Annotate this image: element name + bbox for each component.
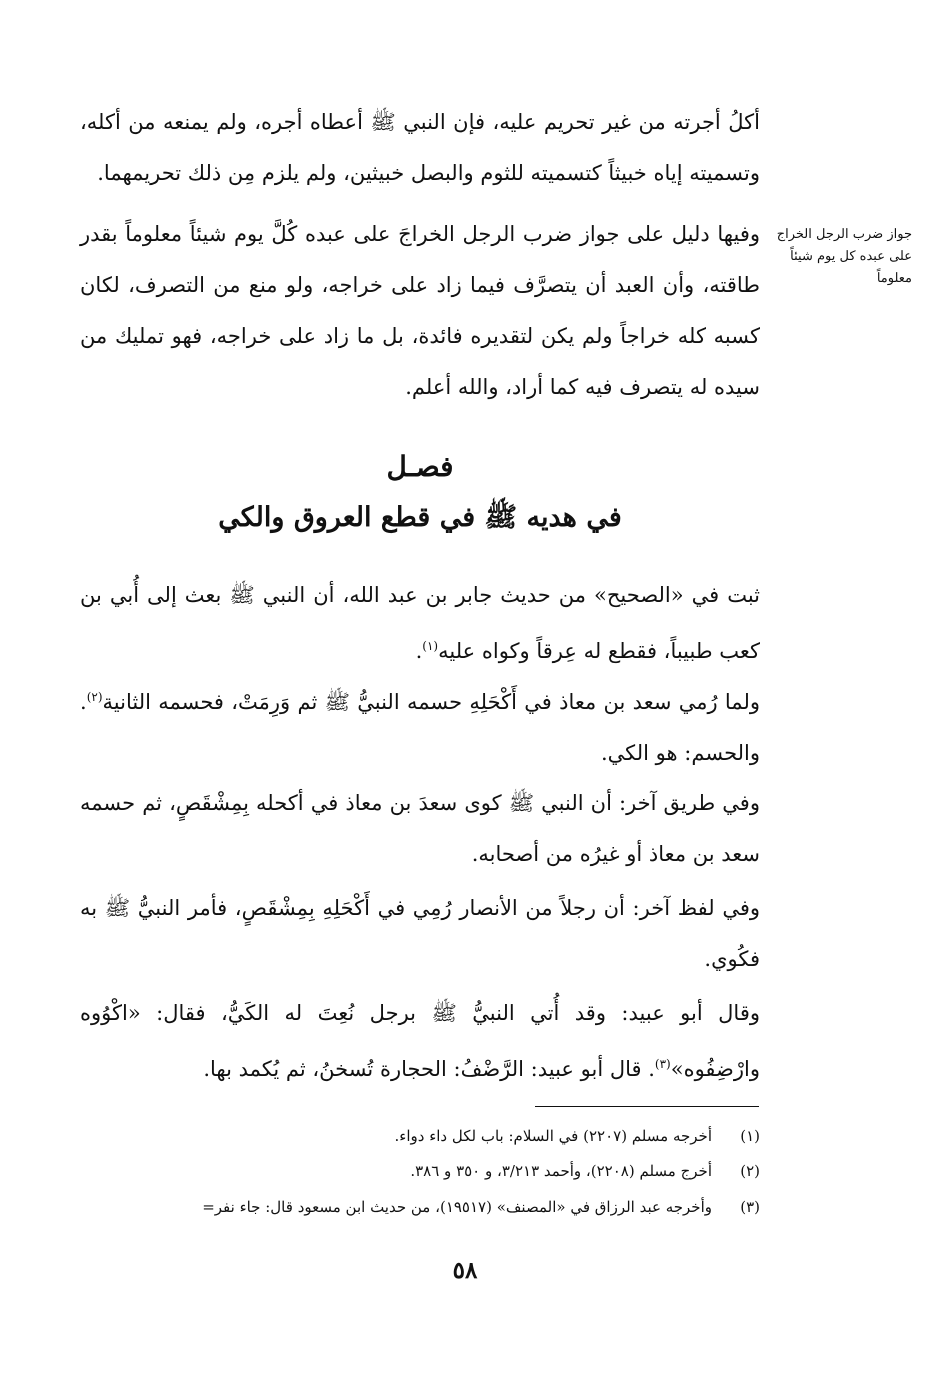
footnote-number: (٢) — [740, 1162, 760, 1180]
footnote-divider — [535, 1106, 759, 1107]
footnote-ref: (٣) — [654, 1057, 671, 1071]
footnote-text: أخرجه مسلم (٢٢٠٧) في السلام: باب لكل داء دواء. — [394, 1127, 712, 1145]
footnote-text: أخرج مسلم (٢٢٠٨)، وأحمد ٣/٢١٣، و ٣٥٠ و ٣٨٦. — [410, 1162, 712, 1180]
paragraph-continuation: أكلُ أجرته من غير تحريم عليه، فإن النبي ﷺ أعطاه أجره، ولم يمنعه من أكله، وتسميته إياه خبيثاً كتسميته للثوم والبصل خبيثين، ولم يلزم مِن ذلك تحريمهما. — [80, 110, 760, 185]
paragraph-other-route: وفي طريق آخر: أن النبي ﷺ كوى سعدَ بن معاذ في أكحله بِمِشْقَصٍ، ثم حسمه سعد بن معاذ أو غيرُه من أصحابه. — [80, 791, 760, 866]
footnote-number: (٣) — [740, 1198, 760, 1216]
footnote-text: وأخرجه عبد الرزاق في «المصنف» (١٩٥١٧)، من حديث ابن مسعود قال: جاء نفر= — [202, 1198, 712, 1216]
paragraph-saad — [80, 672, 760, 779]
paragraph-text: وقال أبو عبيد: وقد أُتي النبيُّ ﷺ برجل نُعِتَ له الكَيُّ، فقال: «اكْوُوه وارْضِفُوه» — [80, 1001, 760, 1081]
paragraph-tail: . — [415, 639, 423, 663]
page-number: ٥٨ — [452, 1257, 478, 1284]
footnote-3 — [80, 1196, 760, 1218]
footnote-number: (١) — [740, 1127, 760, 1145]
footnote-ref: (١) — [422, 639, 439, 653]
paragraph-text: ولما رُمي سعد بن معاذ في أَكْحَلِهِ حسمه النبيُّ ﷺ ثم وَرِمَتْ، فحسمه الثانية — [102, 690, 760, 714]
section-title: فصـل — [386, 450, 454, 483]
paragraph-text: ثبت في «الصحيح» من حديث جابر بن عبد الله، أن النبي ﷺ بعث إلى أُبي بن كعب طبيباً، فقطع له عِرقاً وكواه عليه — [80, 583, 760, 663]
margin-note: جواز ضرب الرجل الخراج على عبده كل يوم شيئاً معلوماً — [776, 227, 912, 286]
footnote-1 — [80, 1125, 760, 1147]
footnote-ref: (٢) — [86, 690, 103, 704]
paragraph-kharaj: وفيها دليل على جواز ضرب الرجل الخراجَ على عبده كُلَّ يوم شيئاً معلوماً بقدر طاقته، وأن العبد أن يتصرَّف فيما زاد على خراجه، ولو منع من التصرف، لكان كسبه كله خراجاً ولم يكن لتقديره فائدة، بل ما زاد على خراجه، فهو تمليك من سيده له يتصرف فيه كما أراد، والله أعلم. — [80, 222, 760, 399]
paragraph-tail: . قال أبو عبيد: الرَّضْفُ: الحجارة تُسخنُ، ثم يُكمد بها. — [203, 1057, 655, 1081]
paragraph-tail: . والحسم: هو الكي. — [80, 690, 760, 765]
section-subtitle: في هديه ﷺ في قطع العروق والكي — [218, 502, 622, 533]
paragraph-sahih — [80, 570, 760, 677]
paragraph-other-wording: وفي لفظ آخر: أن رجلاً من الأنصار رُمِي في أَكْحَلِهِ بِمِشْقَصٍ، فأمر النبيُّ ﷺ به فكُوي. — [80, 896, 760, 971]
footnote-2 — [80, 1160, 760, 1182]
paragraph-abu-ubaid — [80, 988, 760, 1095]
